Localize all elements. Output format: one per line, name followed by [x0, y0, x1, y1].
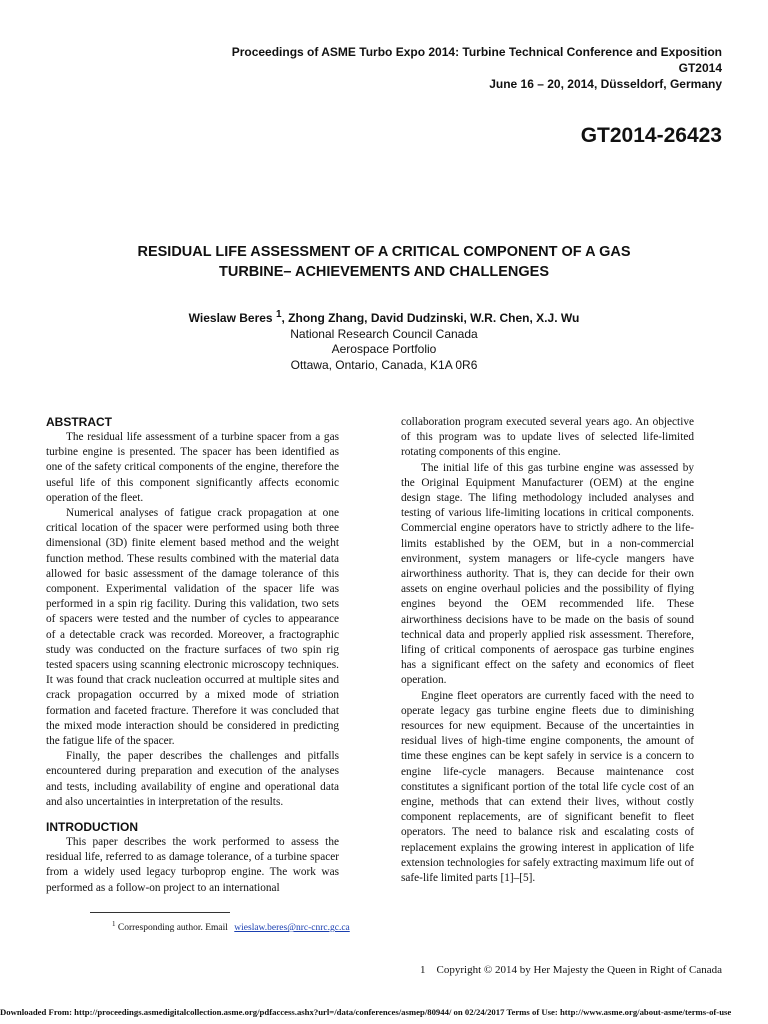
other-authors: , Zhong Zhang, David Dudzinski, W.R. Chen, X.J. Wu [281, 311, 580, 325]
copyright-notice: Copyright © 2014 by Her Majesty the Queen in Right of Canada [436, 964, 722, 976]
abstract-paragraph-1: The residual life assessment of a turbine spacer from a gas turbine engine is presented. The spacer has been identified as one of the safety critical components of the engine, therefore the useful life of this component significantly affects economic operation of the fleet. [46, 431, 339, 504]
introduction-paragraph-1: This paper describes the work performed to assess the residual life, referred to as damage tolerance, of a turbine spacer from a widely used legacy turboprop engine. The work was performed as a follow-on project to an international [46, 836, 339, 894]
footnote [112, 918, 350, 934]
download-notice: Downloaded From: http://proceedings.asmedigitalcollection.asme.org/pdfaccess.ashx?url=/data/conferences/asmep/80944/ on 02/24/2017 Terms of Use: http://www.asme.org/about-asme/terms-of-use [0, 1007, 732, 1017]
abstract-paragraph-3: Finally, the paper describes the challenges and pitfalls encountered during preparation and execution of the analyses and tests, including availability of engine and operational data and also uncertainties in interpretation of the results. [46, 750, 339, 808]
footnote-mark: 1 [112, 920, 116, 928]
affiliation-1: National Research Council Canada [290, 326, 478, 341]
title-line-1: RESIDUAL LIFE ASSESSMENT OF A CRITICAL COMPONENT OF A GAS [137, 244, 631, 260]
paper-id: GT2014-26423 [580, 124, 722, 147]
affiliation-2: Aerospace Portfolio [331, 342, 437, 356]
continued-paragraph: collaboration program executed several years ago. An objective of this program was to update lives of selected life-limited rotating components of this engine. [401, 416, 694, 459]
introduction-heading: INTRODUCTION [46, 820, 138, 835]
conference-header [232, 44, 722, 92]
right-paragraph-2: Engine fleet operators are currently faced with the need to operate legacy gas turbine engine fleets due to diminishing resources for new equipment. Because of the uncertainties in residual lives of high-time engine components, the amount of time these engines can be kept safely in service is a concern to engine life-cycle managers. Because maintenance cost constitutes a significant portion of the total life cycle cost of an engine, methods that can extend their lives, without costly component replacements, are of significant benefit to fleet operators. The need to balance risk and escalating costs of replacement explains the growing interest in application of life extension technologies for safely extracting maximum life out of safe-life limited parts [1]–[5]. [401, 689, 695, 885]
author-footnote-mark: 1 [275, 309, 282, 320]
conference-code: GT2014 [678, 61, 722, 75]
conference-dates: June 16 – 20, 2014, Düsseldorf, Germany [489, 77, 722, 91]
title-line-2: TURBINE– ACHIEVEMENTS AND CHALLENGES [218, 264, 550, 280]
paper-title [40, 242, 728, 282]
abstract-heading: ABSTRACT [46, 415, 112, 429]
footnote-rule [90, 912, 230, 913]
right-paragraph-1: The initial life of this gas turbine engine was assessed by the Original Equipment Manufacturer (OEM) at the engine design stage. The lifing methodology included analyses and testing of various life-limiting locations in critical components. Commercial engine operators have to strictly adhere to the life-limits established by the OEM, but in a non-commercial environment, system managers or life-cycle mangers have airworthiness authority. That is, they can decide for their own assets on engine overhaul policies and the possibility of flying engines beyond the OEM recommended life. These airworthiness decisions have to be made on the basis of sound technical data and properly applied risk assessment. Therefore, lifing of critical components of aerospace gas turbine engines has a significant effect on the safety and economics of fleet operation. [401, 461, 694, 687]
author-names [40, 307, 728, 327]
first-author: Wieslaw Beres [188, 311, 273, 325]
author-block [40, 307, 728, 373]
page-number: 1 [420, 964, 426, 976]
page-footer [420, 964, 722, 976]
right-column [401, 415, 694, 886]
conference-name: Proceedings of ASME Turbo Expo 2014: Turbine Technical Conference and Exposition [231, 45, 722, 59]
affiliation-address: Ottawa, Ontario, Canada, K1A 0R6 [290, 357, 478, 372]
author-email-link[interactable]: wieslaw.beres@nrc-cnrc.gc.ca [234, 923, 350, 934]
abstract-paragraph-2: Numerical analyses of fatigue crack propagation at one critical location of the spacer were performed using both three dimensional (3D) finite element based method and the weight function method. These results combined with the material data allowed for basic assessment of the damage tolerance of this component. Experimental validation of the spacer life was performed in a spin rig facility. During this validation, two sets of spacers were tested and the number of cycles to appearance of a detectable crack was recorded. Moreover, a fractographic study was conducted on the fracture surfaces of two spin rig tested spacers using scanning electronic microscopy techniques. It was found that crack nucleation occurred at multiple sites and crack propagation occurred by a mixed mode of striation formation and faceted fracture. Therefore it was concluded that the mixed mode interaction should be considered in predicting the fatigue life of the spacer. [46, 507, 339, 748]
left-column [46, 415, 339, 896]
footnote-text: Corresponding author. Email [117, 923, 228, 934]
